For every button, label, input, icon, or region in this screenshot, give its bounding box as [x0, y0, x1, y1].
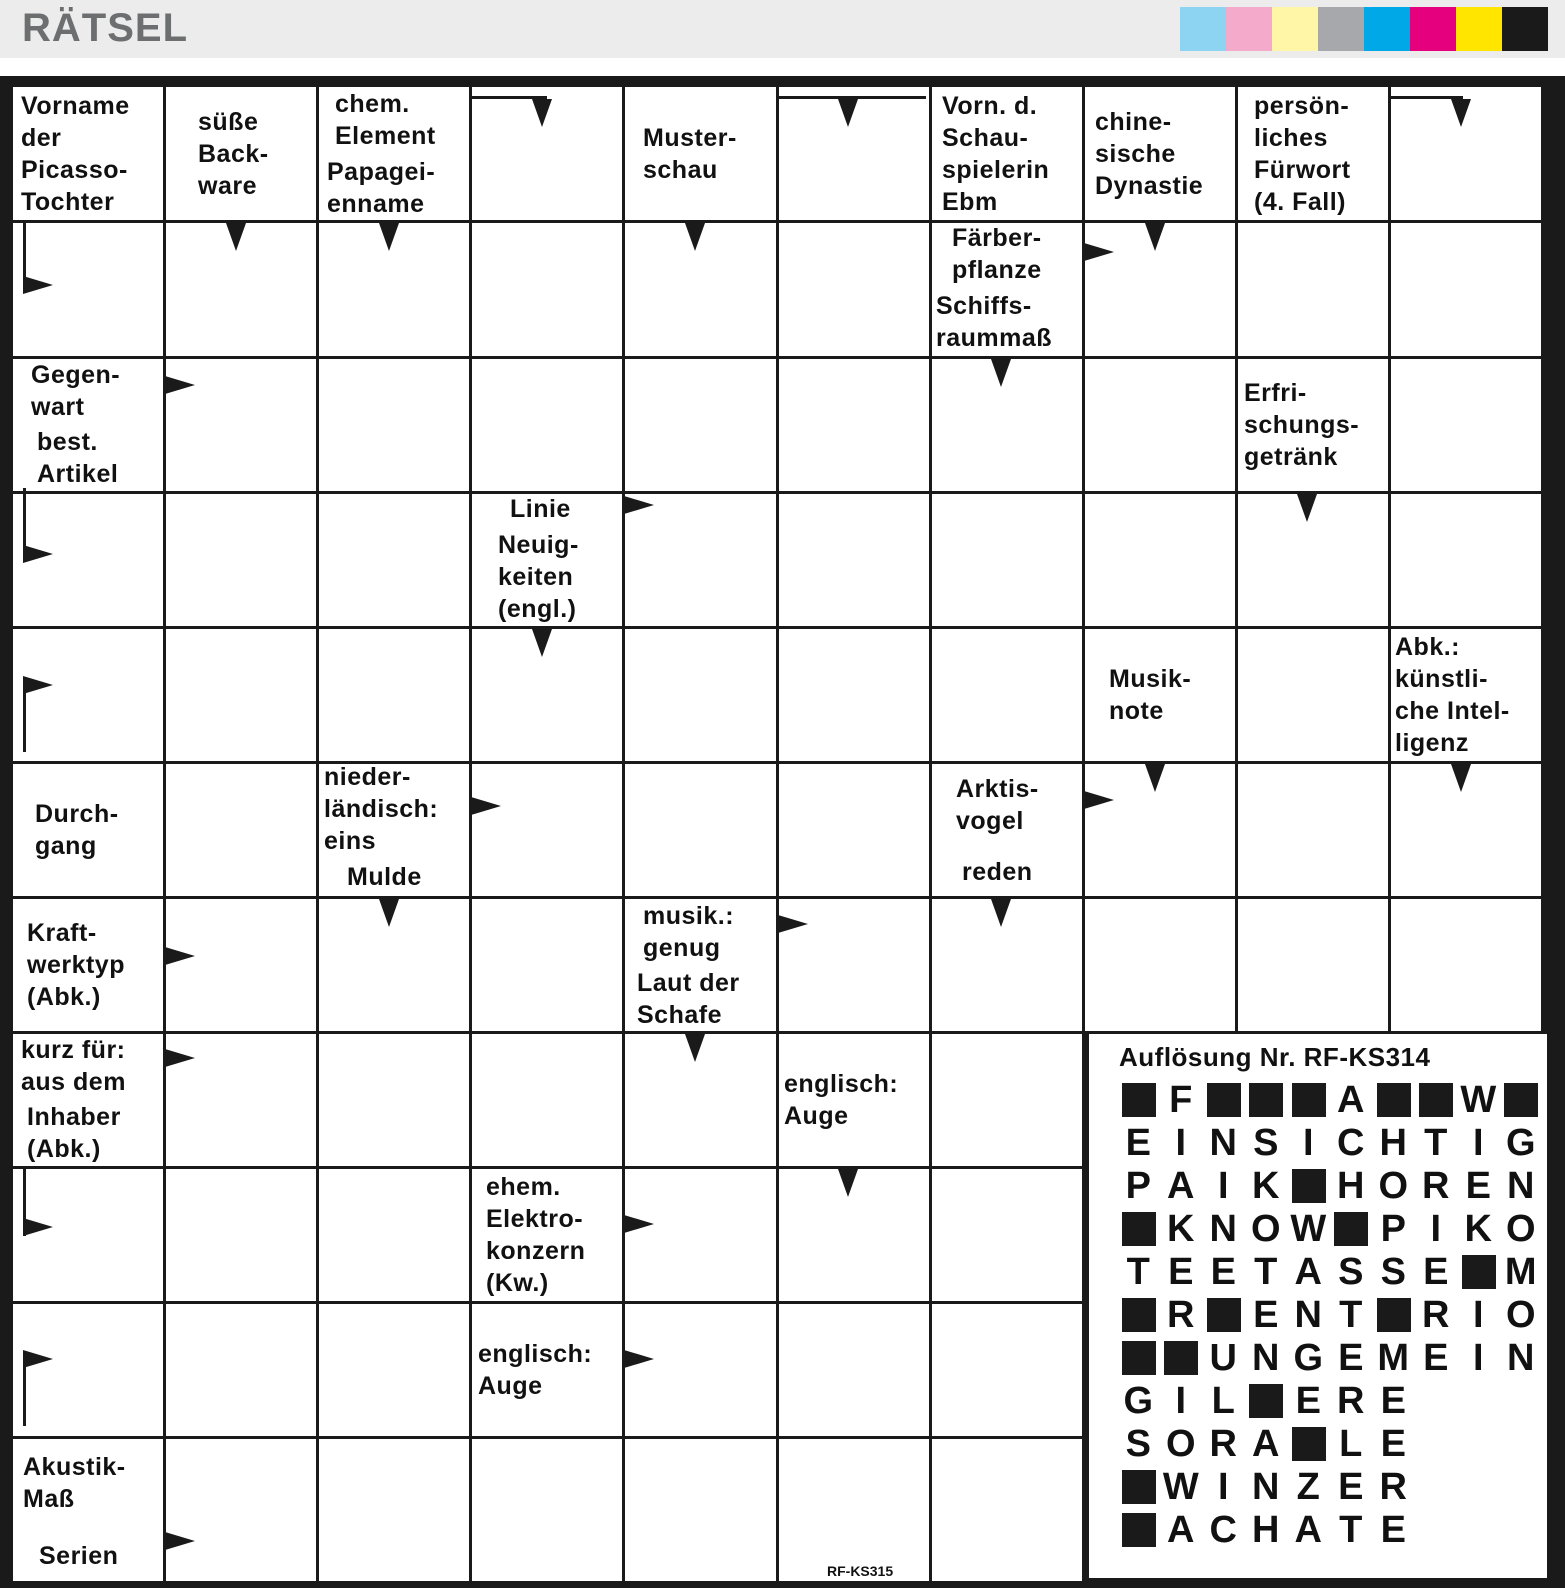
answer-cell[interactable] [13, 1304, 163, 1436]
color-swatch [1502, 7, 1548, 51]
solution-black-square [1122, 1470, 1156, 1504]
answer-cell[interactable] [166, 1439, 316, 1581]
solution-letter: N [1252, 1466, 1280, 1508]
solution-letter: G [1505, 1122, 1536, 1164]
solution-letter: W [1290, 1208, 1327, 1250]
clue-cell [13, 1034, 163, 1097]
clue-text: kurz für: aus dem [21, 1035, 126, 1096]
solution-letter: I [1175, 1122, 1187, 1164]
solution-black-square [1462, 1255, 1496, 1289]
clue-cell [319, 764, 469, 854]
clue-text: Akustik- Maß [23, 1453, 126, 1513]
clue-text: Vorn. d. Schau- spielerin Ebm [942, 91, 1050, 216]
answer-cell[interactable] [1238, 629, 1388, 761]
solution-black-square [1122, 1212, 1156, 1246]
solution-letter: W [1460, 1079, 1497, 1121]
answer-cell[interactable] [319, 1169, 469, 1301]
clue-text: Gegen- wart [31, 360, 121, 421]
solution-letter: K [1252, 1165, 1280, 1207]
clue-cell [932, 764, 1082, 845]
answer-cell[interactable] [932, 1304, 1082, 1436]
solution-black-square [1164, 1341, 1198, 1375]
solution-letter: E [1465, 1165, 1491, 1207]
clue-text: Papagei- enname [327, 157, 436, 218]
solution-letter: S [1380, 1251, 1406, 1293]
arrow-right-icon [165, 947, 195, 965]
solution-letter: P [1125, 1165, 1151, 1207]
answer-cell[interactable] [625, 1169, 776, 1301]
answer-cell[interactable] [1085, 359, 1235, 491]
arrow-right-icon [624, 496, 654, 514]
solution-black-square [1249, 1384, 1283, 1418]
answer-cell[interactable] [166, 1304, 316, 1436]
solution-letter: H [1252, 1509, 1280, 1551]
arrow-right-icon [1084, 243, 1114, 261]
clue-cell [932, 288, 1082, 356]
solution-title: Auflösung Nr. RF-KS314 [1119, 1042, 1431, 1072]
solution-letter: E [1338, 1466, 1364, 1508]
answer-cell[interactable] [1085, 494, 1235, 626]
arrow-right-icon [23, 276, 53, 294]
solution-black-square [1292, 1169, 1326, 1203]
clue-cell [13, 359, 163, 422]
solution-row [1117, 1252, 1542, 1292]
solution-black-square [1377, 1083, 1411, 1117]
answer-cell[interactable] [1238, 223, 1388, 356]
answer-cell[interactable] [779, 223, 929, 356]
solution-letter: A [1167, 1165, 1195, 1207]
solution-letter: C [1337, 1122, 1365, 1164]
solution-letter: E [1125, 1122, 1151, 1164]
arrow-down-icon [1451, 99, 1471, 127]
solution-row [1117, 1510, 1415, 1550]
answer-cell[interactable] [932, 494, 1082, 626]
solution-letter: O [1378, 1165, 1409, 1207]
solution-letter: I [1472, 1122, 1484, 1164]
clue-cell [13, 1100, 163, 1166]
solution-letter: W [1162, 1466, 1199, 1508]
arrow-down-icon [1145, 223, 1165, 251]
arrow-down-icon [685, 223, 705, 251]
answer-cell[interactable] [1085, 899, 1235, 1031]
answer-cell[interactable] [625, 764, 776, 896]
puzzle-code: RF-KS315 [827, 1563, 894, 1579]
clue-text: chine- sische Dynastie [1095, 107, 1204, 200]
answer-cell[interactable] [319, 1439, 469, 1581]
answer-cell[interactable] [166, 899, 316, 1031]
solution-letter: R [1422, 1165, 1450, 1207]
solution-letter: L [1211, 1380, 1235, 1422]
clue-cell [1391, 629, 1541, 761]
clue-text: Linie [510, 495, 571, 523]
answer-cell[interactable] [319, 494, 469, 626]
solution-row [1117, 1381, 1415, 1421]
solution-letter: R [1167, 1294, 1195, 1336]
clue-cell [932, 223, 1082, 285]
solution-letter: I [1472, 1294, 1484, 1336]
clue-text: best. Artikel [37, 428, 119, 488]
solution-letter: F [1169, 1079, 1193, 1121]
solution-letter: T [1339, 1509, 1363, 1551]
answer-cell[interactable] [166, 629, 316, 761]
solution-black-square [1122, 1341, 1156, 1375]
arrow-right-icon [471, 797, 501, 815]
arrow-stem [23, 690, 26, 752]
arrow-right-icon [624, 1350, 654, 1368]
arrow-right-icon [23, 545, 53, 563]
arrow-stem [776, 96, 926, 99]
answer-cell[interactable] [319, 629, 469, 761]
solution-letter: G [1123, 1380, 1154, 1422]
solution-letter: I [1217, 1165, 1229, 1207]
clue-cell [625, 87, 776, 220]
solution-row [1117, 1467, 1415, 1507]
solution-row [1117, 1338, 1542, 1378]
arrow-down-icon [532, 629, 552, 657]
clue-cell [1238, 87, 1388, 220]
clue-cell [472, 527, 622, 626]
answer-cell[interactable] [1391, 899, 1541, 1031]
clue-text: ehem. Elektro- konzern (Kw.) [486, 1173, 586, 1297]
clue-text: chem. Element [335, 89, 436, 150]
answer-cell[interactable] [779, 1439, 929, 1581]
solution-letter: A [1167, 1509, 1195, 1551]
clue-text: Musik- note [1109, 665, 1192, 725]
clue-cell [472, 1169, 622, 1301]
solution-row [1117, 1166, 1542, 1206]
solution-letter: T [1424, 1122, 1448, 1164]
answer-cell[interactable] [319, 1034, 469, 1166]
solution-black-square [1207, 1083, 1241, 1117]
arrow-down-icon [991, 359, 1011, 387]
answer-cell[interactable] [625, 1439, 776, 1581]
solution-letter: E [1380, 1423, 1406, 1465]
solution-letter: K [1167, 1208, 1195, 1250]
answer-cell[interactable] [779, 359, 929, 491]
answer-cell[interactable] [319, 359, 469, 491]
clue-text: Serien [39, 1541, 119, 1570]
solution-letter: U [1209, 1337, 1237, 1379]
solution-black-square [1334, 1212, 1368, 1246]
arrow-down-icon [685, 1034, 705, 1062]
solution-box [1089, 1034, 1547, 1578]
solution-letter: N [1294, 1294, 1322, 1336]
solution-letter: N [1209, 1208, 1237, 1250]
clue-cell [1238, 359, 1388, 491]
clue-cell [472, 1304, 622, 1436]
clue-text: musik.: genug [643, 901, 735, 962]
solution-letter: I [1430, 1208, 1442, 1250]
answer-cell[interactable] [472, 899, 622, 1031]
solution-black-square [1122, 1513, 1156, 1547]
answer-cell[interactable] [166, 1169, 316, 1301]
color-swatch [1364, 7, 1410, 51]
arrow-right-icon [165, 1049, 195, 1067]
solution-letter: O [1250, 1208, 1281, 1250]
solution-row [1117, 1123, 1542, 1163]
answer-cell[interactable] [13, 629, 163, 761]
clue-cell [1085, 629, 1235, 761]
answer-cell[interactable] [1391, 223, 1541, 356]
arrow-down-icon [838, 1169, 858, 1197]
clue-cell [166, 87, 316, 220]
answer-cell[interactable] [779, 494, 929, 626]
solution-black-square [1122, 1298, 1156, 1332]
solution-letter: N [1209, 1122, 1237, 1164]
answer-cell[interactable] [166, 494, 316, 626]
arrow-stem [469, 96, 547, 99]
solution-letter: S [1125, 1423, 1151, 1465]
solution-letter: N [1252, 1337, 1280, 1379]
arrow-down-icon [1145, 764, 1165, 792]
solution-letter: E [1380, 1380, 1406, 1422]
answer-cell[interactable] [779, 764, 929, 896]
arrow-down-icon [226, 223, 246, 251]
solution-letter: G [1293, 1337, 1324, 1379]
solution-black-square [1122, 1083, 1156, 1117]
answer-cell[interactable] [472, 1034, 622, 1166]
clue-text: Färber- pflanze [952, 224, 1042, 284]
solution-letter: S [1338, 1251, 1364, 1293]
color-swatch [1318, 7, 1364, 51]
arrow-right-icon [778, 915, 808, 933]
solution-row [1117, 1295, 1542, 1335]
answer-cell[interactable] [472, 764, 622, 896]
color-swatch [1180, 7, 1226, 51]
clue-text: Laut der Schafe [637, 969, 740, 1029]
answer-cell[interactable] [625, 629, 776, 761]
clue-cell [319, 857, 469, 896]
arrow-down-icon [838, 99, 858, 127]
solution-letter: I [1472, 1337, 1484, 1379]
arrow-right-icon [165, 376, 195, 394]
clue-text: Arktis- vogel [956, 774, 1039, 835]
clue-text: Vorname der Picasso- Tochter [21, 91, 130, 216]
clue-text: nieder- ländisch: eins [324, 763, 439, 855]
clue-text: Schiffs- raummaß [936, 292, 1053, 352]
solution-letter: E [1295, 1380, 1321, 1422]
solution-letter: R [1337, 1380, 1365, 1422]
solution-letter: A [1337, 1079, 1365, 1121]
solution-letter: R [1379, 1466, 1407, 1508]
solution-letter: O [1505, 1208, 1536, 1250]
color-swatch [1272, 7, 1318, 51]
solution-letter: M [1504, 1251, 1537, 1293]
solution-letter: E [1338, 1337, 1364, 1379]
answer-cell[interactable] [472, 1439, 622, 1581]
arrow-right-icon [624, 1215, 654, 1233]
answer-cell[interactable] [932, 1034, 1082, 1166]
clue-cell [13, 425, 163, 491]
clue-text: Durch- gang [35, 800, 119, 860]
solution-letter: M [1377, 1337, 1410, 1379]
solution-black-square [1292, 1427, 1326, 1461]
arrow-down-icon [379, 899, 399, 927]
clue-text: Kraft- werktyp (Abk.) [27, 919, 125, 1011]
solution-black-square [1207, 1298, 1241, 1332]
solution-letter: R [1422, 1294, 1450, 1336]
solution-letter: L [1339, 1423, 1363, 1465]
arrow-right-icon [23, 1350, 53, 1368]
solution-letter: Z [1296, 1466, 1320, 1508]
answer-cell[interactable] [779, 1304, 929, 1436]
clue-text: englisch: Auge [784, 1070, 899, 1130]
clue-cell [1085, 87, 1235, 220]
answer-cell[interactable] [625, 359, 776, 491]
answer-cell[interactable] [472, 359, 622, 491]
clue-cell [13, 87, 163, 220]
answer-cell[interactable] [472, 223, 622, 356]
arrow-stem [1388, 96, 1463, 99]
answer-cell[interactable] [625, 1304, 776, 1436]
clue-cell [13, 764, 163, 896]
solution-letter: R [1209, 1423, 1237, 1465]
solution-black-square [1292, 1083, 1326, 1117]
arrow-down-icon [1297, 494, 1317, 522]
solution-letter: H [1337, 1165, 1365, 1207]
clue-cell [13, 1439, 163, 1527]
clue-cell [319, 87, 469, 152]
solution-letter: A [1294, 1251, 1322, 1293]
solution-letter: E [1423, 1337, 1449, 1379]
answer-cell[interactable] [166, 764, 316, 896]
solution-letter: I [1175, 1380, 1187, 1422]
clue-text: reden [962, 858, 1033, 886]
solution-letter: C [1209, 1509, 1237, 1551]
solution-letter: I [1302, 1122, 1314, 1164]
clue-text: englisch: Auge [478, 1340, 593, 1400]
color-calibration-strip [1180, 7, 1548, 51]
solution-letter: T [1254, 1251, 1278, 1293]
solution-row [1117, 1209, 1542, 1249]
solution-black-square [1377, 1298, 1411, 1332]
solution-letter: K [1464, 1208, 1492, 1250]
answer-cell[interactable] [1238, 764, 1388, 896]
arrow-down-icon [379, 223, 399, 251]
solution-letter: I [1217, 1466, 1229, 1508]
arrow-right-icon [23, 1218, 53, 1236]
arrow-down-icon [1451, 764, 1471, 792]
solution-letter: S [1253, 1122, 1279, 1164]
arrow-right-icon [1084, 791, 1114, 809]
clue-text: persön- liches Fürwort (4. Fall) [1254, 91, 1351, 216]
solution-row [1117, 1424, 1415, 1464]
clue-cell [779, 1034, 929, 1166]
clue-text: Abk.: künstli- che Intel- ligenz [1395, 633, 1510, 757]
clue-cell [472, 494, 622, 524]
arrow-down-icon [532, 99, 552, 127]
clue-cell [932, 848, 1082, 896]
clue-cell [13, 1530, 163, 1581]
answer-cell[interactable] [779, 629, 929, 761]
clue-text: Inhaber (Abk.) [27, 1103, 121, 1163]
solution-black-square [1419, 1083, 1453, 1117]
answer-cell[interactable] [1391, 359, 1541, 491]
solution-row [1117, 1080, 1542, 1120]
solution-letter: N [1507, 1165, 1535, 1207]
answer-cell[interactable] [319, 1304, 469, 1436]
color-swatch [1410, 7, 1456, 51]
clue-cell [625, 967, 776, 1031]
page-title: RÄTSEL [22, 6, 188, 50]
clue-cell [625, 899, 776, 964]
arrow-right-icon [165, 1532, 195, 1550]
arrow-right-icon [23, 676, 53, 694]
clue-text: Muster- schau [643, 123, 737, 184]
solution-letter: O [1165, 1423, 1196, 1465]
arrow-down-icon [991, 899, 1011, 927]
solution-letter: E [1423, 1251, 1449, 1293]
solution-letter: H [1379, 1122, 1407, 1164]
clue-cell [13, 899, 163, 1031]
solution-black-square [1504, 1083, 1538, 1117]
solution-letter: E [1168, 1251, 1194, 1293]
answer-cell[interactable] [1238, 899, 1388, 1031]
answer-cell[interactable] [932, 629, 1082, 761]
color-swatch [1456, 7, 1502, 51]
solution-letter: E [1210, 1251, 1236, 1293]
solution-letter: T [1126, 1251, 1150, 1293]
clue-text: süße Back- ware [198, 107, 269, 200]
solution-letter: A [1294, 1509, 1322, 1551]
answer-cell[interactable] [932, 1439, 1082, 1581]
solution-letter: E [1380, 1509, 1406, 1551]
solution-letter: A [1252, 1423, 1280, 1465]
solution-letter: T [1339, 1294, 1363, 1336]
clue-text: Mulde [347, 862, 422, 891]
solution-letter: P [1380, 1208, 1406, 1250]
color-swatch [1226, 7, 1272, 51]
solution-black-square [1249, 1083, 1283, 1117]
answer-cell[interactable] [1391, 494, 1541, 626]
clue-cell [319, 155, 469, 220]
solution-letter: O [1505, 1294, 1536, 1336]
header-bar [0, 0, 1565, 58]
solution-letter: E [1253, 1294, 1279, 1336]
solution-letter: N [1507, 1337, 1535, 1379]
answer-cell[interactable] [932, 1169, 1082, 1301]
clue-cell [932, 87, 1082, 220]
clue-text: Neuig- keiten (engl.) [498, 530, 579, 623]
clue-text: Erfri- schungs- getränk [1244, 379, 1360, 471]
